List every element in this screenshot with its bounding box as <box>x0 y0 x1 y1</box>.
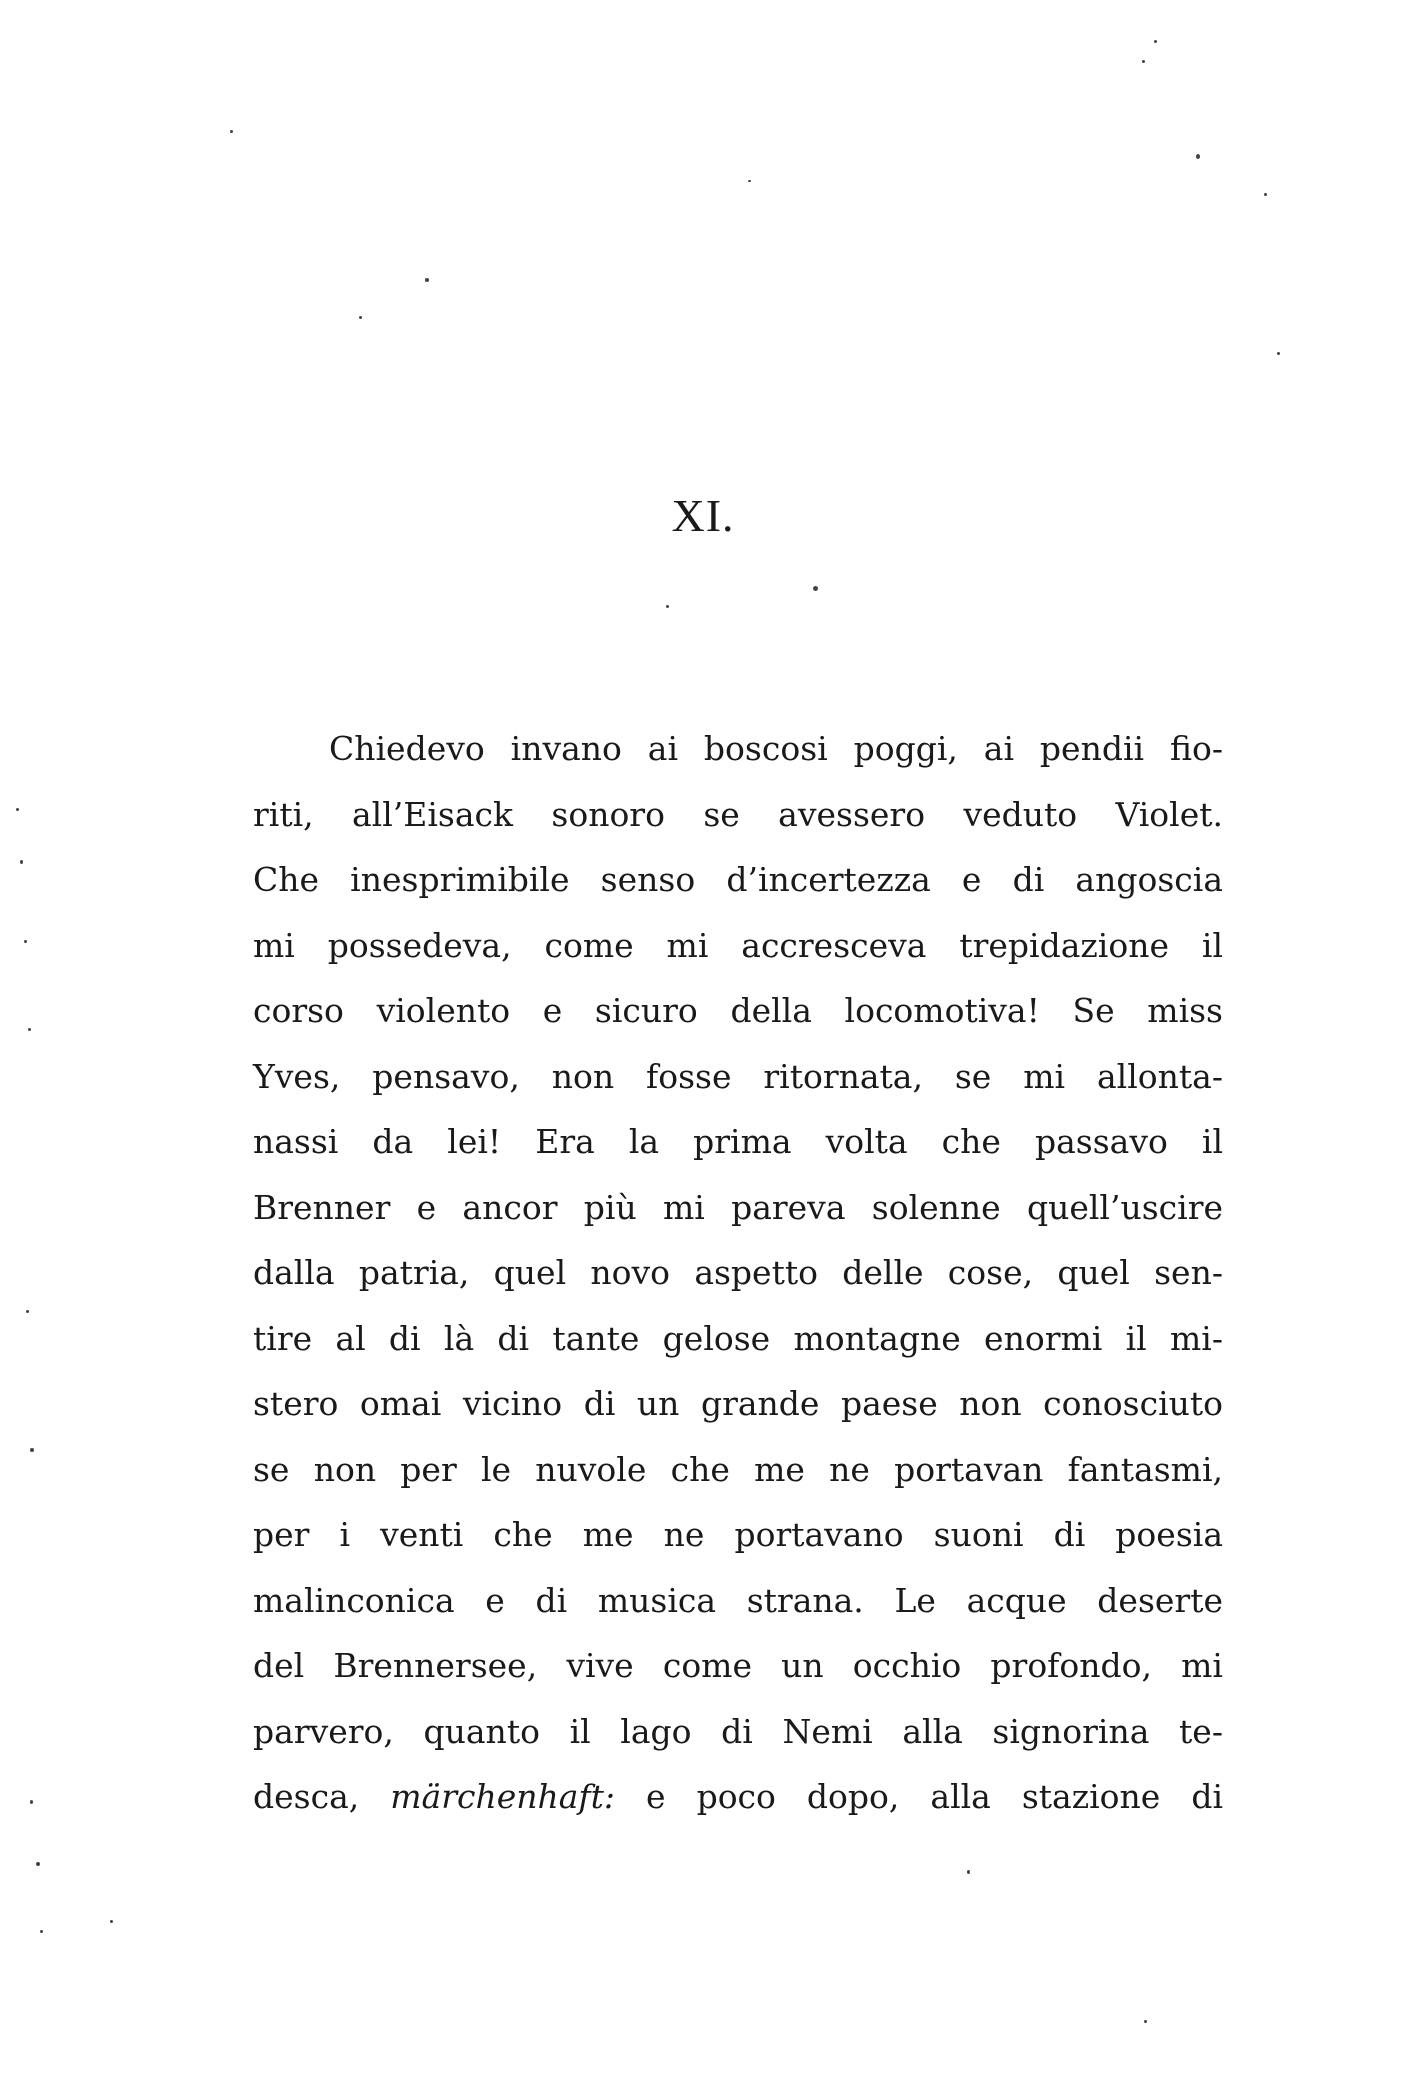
text-line: se non per le nuvole che me ne portavan fantasmi, <box>253 1449 1223 1489</box>
scan-speck <box>110 1920 113 1923</box>
scan-speck <box>359 316 362 319</box>
scan-speck <box>230 130 233 133</box>
text-line: Yves, pensavo, non fosse ritornata, se mi allonta- <box>253 1056 1223 1096</box>
text-line: malinconica e di musica strana. Le acque deserte <box>253 1580 1223 1620</box>
scan-speck <box>40 1930 43 1933</box>
text-line <box>253 1764 1223 1830</box>
text-line: parvero, quanto il lago di Nemi alla signorina te- <box>253 1711 1223 1751</box>
text-line: nassi da lei! Era la prima volta che passavo il <box>253 1122 1223 1161</box>
scan-speck <box>1144 2020 1147 2023</box>
scan-speck <box>425 278 429 282</box>
text-line: corso violento e sicuro della locomotiva! Se miss <box>253 991 1223 1030</box>
text-fragment: desca, <box>253 1777 391 1816</box>
scan-speck <box>30 1800 33 1804</box>
text-line: stero omai vicino di un grande paese non conosciuto <box>253 1384 1223 1423</box>
scan-speck <box>1142 60 1145 63</box>
text-line: del Brennersee, vive come un occhio profondo, mi <box>253 1646 1223 1685</box>
scan-speck <box>30 1448 34 1452</box>
body-text <box>253 716 1223 1830</box>
scan-speck <box>1277 352 1280 355</box>
scan-speck <box>967 1870 970 1874</box>
scan-speck <box>1264 193 1267 196</box>
scan-speck <box>24 940 27 943</box>
text-line: Brenner e ancor più mi pareva solenne quell’uscire <box>253 1187 1223 1227</box>
text-line: Chiedevo invano ai boscosi poggi, ai pendii fio- <box>329 729 1223 768</box>
chapter-heading: XI. <box>671 490 735 541</box>
scan-speck <box>20 860 23 864</box>
scan-speck <box>813 586 818 591</box>
scan-speck <box>36 1862 40 1866</box>
scan-speck <box>1196 154 1200 159</box>
scan-speck <box>26 1310 29 1313</box>
scan-speck <box>666 605 669 608</box>
text-fragment: e poco dopo, alla stazione di <box>615 1777 1223 1816</box>
scan-speck <box>748 180 751 182</box>
text-line: tire al di là di tante gelose montagne enormi il mi- <box>253 1318 1223 1358</box>
text-line: mi possedeva, come mi accresceva trepidazione il <box>253 925 1223 965</box>
italic-word: märchenhaft: <box>390 1777 616 1816</box>
text-line: Che inesprimibile senso d’incertezza e di angoscia <box>253 860 1223 899</box>
text-line: per i venti che me ne portavano suoni di poesia <box>253 1515 1223 1554</box>
scan-speck <box>28 1028 31 1031</box>
scan-speck <box>16 808 19 811</box>
scan-speck <box>1154 40 1157 43</box>
text-line: riti, all’Eisack sonoro se avessero veduto Violet. <box>253 794 1223 834</box>
text-line: dalla patria, quel novo aspetto delle cose, quel sen- <box>253 1253 1223 1292</box>
